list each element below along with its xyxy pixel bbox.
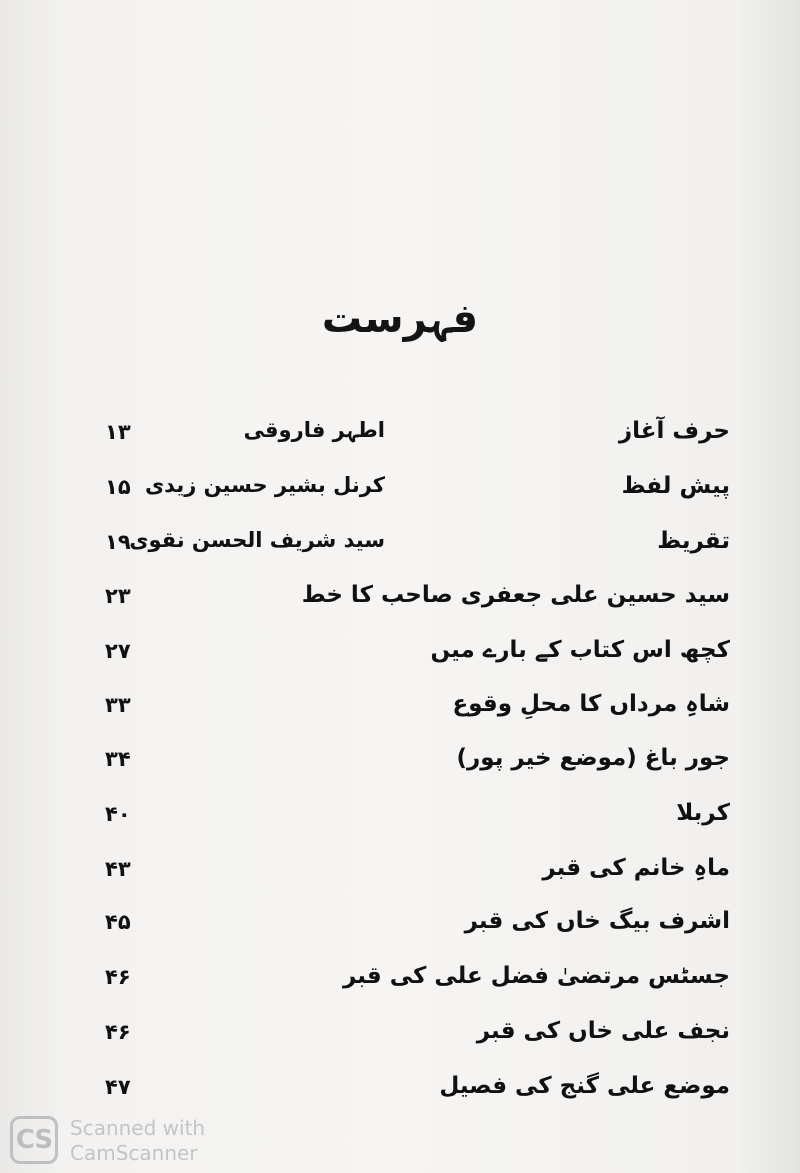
- toc-entry-page: ۴۳: [105, 857, 131, 881]
- toc-entry: [0, 528, 800, 574]
- toc-entry-page: ۲۷: [105, 639, 131, 663]
- watermark-text: [70, 1116, 205, 1166]
- toc-entry: [0, 473, 800, 519]
- toc-entry: [0, 908, 800, 954]
- page-title: فہرست: [321, 296, 479, 342]
- toc-entry-page: ۴۵: [105, 910, 131, 934]
- toc-entry-title: اشرف بیگ خاں کی قبر: [464, 908, 730, 934]
- toc-entry-title: کچھ اس کتاب کے بارے میں: [430, 637, 730, 663]
- toc-entry-page: ۲۳: [105, 584, 131, 608]
- toc-entry-page: ۴۶: [105, 965, 131, 989]
- toc-entry-page: ۱۵: [105, 475, 131, 499]
- toc-entry: [0, 963, 800, 1009]
- toc-entry-page: ۴۶: [105, 1020, 131, 1044]
- watermark-line-1: Scanned with: [70, 1116, 206, 1140]
- toc-entry-page: ۴۰: [105, 802, 131, 826]
- toc-entry: [0, 1018, 800, 1064]
- toc-entry-title: پیش لفظ: [621, 473, 730, 499]
- toc-entry-page: ۳۳: [105, 693, 131, 717]
- toc-entry-title: نجف علی خاں کی قبر: [476, 1018, 730, 1044]
- toc-entry-author: سید شریف الحسن نقوی: [129, 528, 385, 552]
- camscanner-watermark: [8, 1112, 248, 1170]
- toc-entry-page: ۳۴: [105, 747, 131, 771]
- watermark-line-2: CamScanner: [70, 1141, 198, 1165]
- toc-entry: [0, 637, 800, 683]
- toc-entry-title: حرف آغاز: [618, 418, 730, 444]
- toc-entry-author: کرنل بشیر حسین زیدی: [144, 473, 385, 497]
- toc-entry: [0, 800, 800, 846]
- toc-entry: [0, 582, 800, 628]
- toc-entry-title: کربلا: [676, 800, 730, 826]
- toc-entry-title: سید حسین علی جعفری صاحب کا خط: [301, 582, 730, 608]
- toc-entry-title: ماہِ خانم کی قبر: [542, 855, 730, 881]
- toc-entry-page: ۱۹: [105, 530, 131, 554]
- toc-entry: [0, 745, 800, 791]
- toc-entry: [0, 691, 800, 737]
- camscanner-logo: CS: [10, 1116, 58, 1164]
- toc-entry-title: شاہِ مرداں کا محلِ وقوع: [452, 691, 730, 717]
- toc-entry-author: اطہر فاروقی: [243, 418, 385, 442]
- toc-entry: [0, 855, 800, 901]
- toc-entry: [0, 418, 800, 464]
- toc-entry-page: ۱۳: [105, 420, 131, 444]
- toc-entry-title: موضع علی گنج کی فصیل: [439, 1073, 730, 1099]
- toc-entry-title: جور باغ (موضع خیر پور): [456, 745, 730, 771]
- toc-entry-title: تقریظ: [657, 528, 730, 554]
- toc-entry-page: ۴۷: [105, 1075, 131, 1099]
- toc-entry-title: جسٹس مرتضیٰ فضل علی کی قبر: [342, 963, 730, 989]
